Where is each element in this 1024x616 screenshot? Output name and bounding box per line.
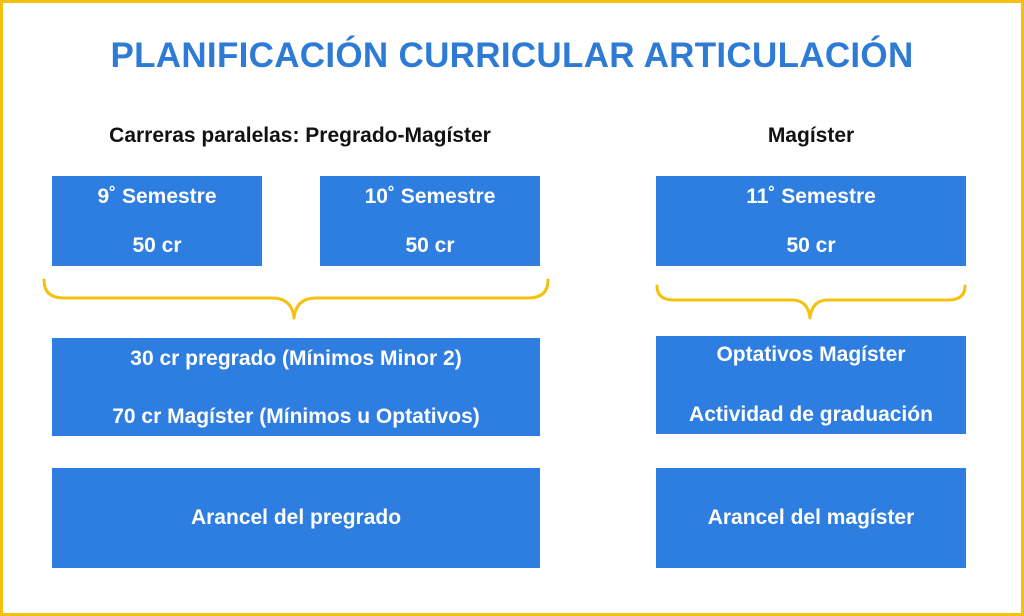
semester-11-label: 11˚ Semestre xyxy=(746,185,876,208)
left-heading: Carreras paralelas: Pregrado-Magíster xyxy=(109,124,491,147)
semester-11-box xyxy=(656,176,966,266)
masters-electives-text: Optativos Magíster xyxy=(716,343,906,366)
semester-10-credits: 50 cr xyxy=(405,234,455,257)
semester-10-box xyxy=(320,176,540,266)
graduation-activity-text: Actividad de graduación xyxy=(689,403,933,426)
undergrad-fee-box xyxy=(52,468,540,568)
right-curly-brace xyxy=(654,284,970,322)
undergrad-credits-text: 30 cr pregrado (Mínimos Minor 2) xyxy=(130,347,462,370)
semester-10-label: 10˚ Semestre xyxy=(364,185,496,208)
page-title: PLANIFICACIÓN CURRICULAR ARTICULACIÓN xyxy=(110,36,914,75)
right-content-box xyxy=(656,336,966,434)
masters-fee-box xyxy=(656,468,966,568)
semester-9-label: 9˚ Semestre xyxy=(97,185,217,208)
undergrad-fee-text: Arancel del pregrado xyxy=(190,506,402,529)
right-heading: Magíster xyxy=(767,124,855,147)
semester-11-credits: 50 cr xyxy=(786,234,836,257)
masters-fee-text: Arancel del magíster xyxy=(707,506,915,529)
semester-9-credits: 50 cr xyxy=(132,234,182,257)
semester-9-box xyxy=(52,176,262,266)
left-content-box xyxy=(52,338,540,436)
masters-credits-text: 70 cr Magíster (Mínimos u Optativos) xyxy=(112,405,480,428)
left-curly-brace xyxy=(40,278,552,322)
